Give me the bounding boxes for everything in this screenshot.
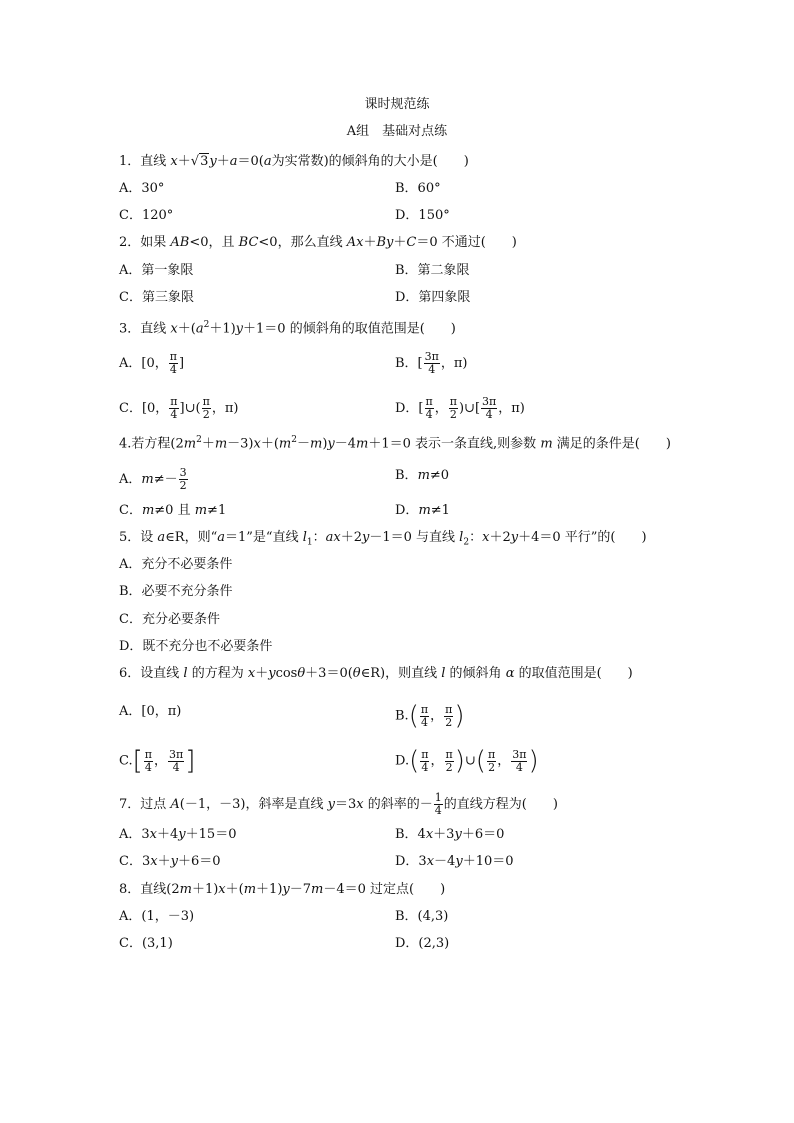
q2-option-b: B．第二象限 xyxy=(395,263,470,278)
q3-option-a: A．[0， $\frac{\pi}{4}$ ] xyxy=(119,350,185,376)
q4-option-d: D．m≠1 xyxy=(395,503,450,518)
q2-option-d: D．第四象限 xyxy=(395,290,471,305)
q7-option-d: D．3x－4y＋10＝0 xyxy=(395,854,514,869)
q6-option-a: A．[0，π) xyxy=(119,704,182,719)
q4-option-a: A．m≠－ $\frac{3}{2}$ xyxy=(119,466,187,492)
q6-option-b: B.( $\frac{\pi}{4}$ ， $\frac{\pi}{2}$ ) xyxy=(395,701,465,731)
q5-stem: 5．设 a∈R，则“a＝1”是“直线 $l_1$：ax＋2y－1＝0 与直线 $l_2$：x＋2y＋4＝0 平行”的( ) xyxy=(119,530,647,548)
q2-option-c: C．第三象限 xyxy=(119,290,194,305)
q6-option-d: D.( $\frac{\pi}{4}$ ， $\frac{\pi}{2}$ )∪( $\frac{\pi}{2}$ ， $\frac{3\pi}{4}$ ) xyxy=(395,746,539,776)
q7-option-c: C．3x＋y＋6＝0 xyxy=(119,854,221,869)
q5-option-d: D．既不充分也不必要条件 xyxy=(119,639,273,654)
q8-option-c: C．(3,1) xyxy=(119,936,173,951)
q5-option-b: B．必要不充分条件 xyxy=(119,584,233,599)
section-subtitle: A组 基础对点练 xyxy=(346,124,448,139)
q7-option-a: A．3x＋4y＋15＝0 xyxy=(119,827,237,842)
q3-stem: 3．直线 $x+(a^2+1)y+1=0$ 的倾斜角的取值范围是( ) xyxy=(119,320,456,337)
q2-option-a: A．第一象限 xyxy=(119,263,194,278)
q6-stem: 6．设直线 l 的方程为 x＋ycosθ＋3＝0(θ∈R)，则直线 l 的倾斜角 α 的取值范围是( ) xyxy=(119,666,633,681)
q1-stem: 1．直线 x＋√3y＋a＝0(a为实常数)的倾斜角的大小是( ) xyxy=(119,154,469,169)
q8-stem: 8．直线(2m＋1)x＋(m＋1)y－7m－4＝0 过定点( ) xyxy=(119,882,446,897)
q3-option-d: D．[ $\frac{\pi}{4}$ ， $\frac{\pi}{2}$ )∪[ $\frac{3\pi}{4}$ ，π) xyxy=(395,395,525,421)
q4-option-c: C．m≠0 且 m≠1 xyxy=(119,503,227,518)
q3-option-b: B．[ $\frac{3\pi}{4}$ ，π) xyxy=(395,350,468,376)
q1-option-a: A．30° xyxy=(119,181,165,196)
q5-option-c: C．充分必要条件 xyxy=(119,612,220,627)
page-title: 课时规范练 xyxy=(364,97,430,112)
q2-stem: 2．如果 AB<0，且 BC<0，那么直线 Ax＋By＋C＝0 不通过( ) xyxy=(119,235,517,250)
q4-option-b: B．m≠0 xyxy=(395,468,450,483)
q5-option-a: A．充分不必要条件 xyxy=(119,557,233,572)
q4-stem: 4.若方程$(2m^2+m-3)x+(m^2-m)y-4m+1=0$ 表示一条直线,则参数 m 满足的条件是( ) xyxy=(119,435,671,452)
q7-option-b: B．4x＋3y＋6＝0 xyxy=(395,827,505,842)
q3-option-c: C．[0， $\frac{\pi}{4}$ ]∪( $\frac{\pi}{2}$ ，π) xyxy=(119,395,239,421)
q1-option-d: D．150° xyxy=(395,208,450,223)
q7-stem: 7．过点 A(－1，－3)，斜率是直线 y＝3x 的斜率的－ $\frac{1}{4}$ 的直线方程为( ) xyxy=(119,791,558,817)
q8-option-d: D．(2,3) xyxy=(395,936,450,951)
q1-option-c: C．120° xyxy=(119,208,174,223)
q1-option-b: B．60° xyxy=(395,181,441,196)
q6-option-c: C.[ $\frac{\pi}{4}$ ， $\frac{3\pi}{4}$ ] xyxy=(119,746,196,776)
q8-option-b: B．(4,3) xyxy=(395,909,449,924)
q8-option-a: A．(1，－3) xyxy=(119,909,195,924)
